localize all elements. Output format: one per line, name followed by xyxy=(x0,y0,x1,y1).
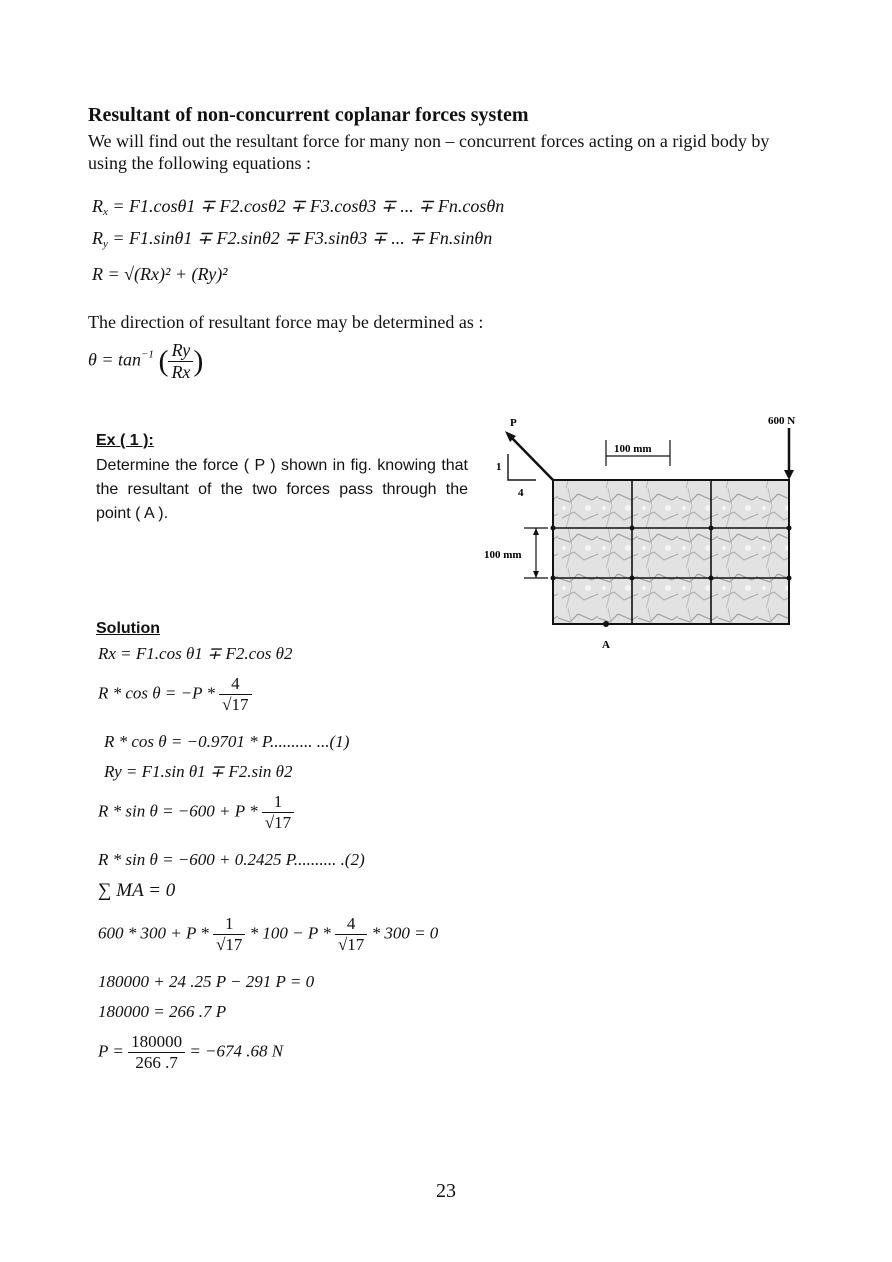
point-a-marker xyxy=(603,621,609,627)
section-title: Resultant of non-concurrent coplanar forces system xyxy=(88,104,529,126)
dimension-top: 100 mm xyxy=(614,443,652,455)
dimension-left: 100 mm xyxy=(484,549,522,561)
solution-line-3: R * cos θ = −0.9701 * P.......... ...(1) xyxy=(104,732,350,751)
intro-paragraph: We will find out the resultant force for many non – concurrent forces acting on a rigid body by using the following equations : xyxy=(88,131,770,173)
solution-line-11: P = $\frac{180000}{266 .7}$ = −674 .68 N xyxy=(98,1032,284,1072)
solution-line-1: Rx = F1.cos θ1 ∓ F2.cos θ2 xyxy=(98,644,293,663)
solution-line-7: ∑ MA = 0 xyxy=(98,880,176,901)
point-a-label: A xyxy=(602,639,610,651)
solution-line-9: 180000 + 24 .25 P − 291 P = 0 xyxy=(98,972,315,991)
solution-line-5: R * sin θ = −600 + P * $\frac{1}{√17}$ xyxy=(98,792,294,833)
solution-line-6: R * sin θ = −600 + 0.2425 P.......... .(2) xyxy=(98,850,365,869)
equation-rx: $R_x = F1.\cos\theta 1 \mp F2.\cos\theta 2 \mp F3.\cos\theta 3$ ∓ ... ∓ Fn.cosθn xyxy=(92,196,505,218)
slope-rise: 1 xyxy=(496,461,502,473)
solution-line-8: 600 * 300 + P * $\frac{1}{√17}$ * 100 − P * $\frac{4}{√17}$ * 300 = 0 xyxy=(98,914,439,954)
force-600-label: 600 N xyxy=(768,415,796,427)
solution-line-4: Ry = F1.sin θ1 ∓ F2.sin θ2 xyxy=(104,762,293,781)
equation-theta: $\theta = \tan^{-1}$ ( $\frac{Ry}{Rx}$ ) xyxy=(88,340,204,382)
solution-line-2: R * cos θ = −P * $\frac{4}{√17}$ xyxy=(98,674,252,715)
example-heading: Ex ( 1 ): xyxy=(96,432,154,449)
direction-text: The direction of resultant force may be determined as : xyxy=(88,312,484,332)
equation-r: R = √(Rx)² + (Ry)² xyxy=(92,264,228,284)
page-number: 23 xyxy=(436,1180,456,1202)
slope-run: 4 xyxy=(518,487,524,499)
equation-ry: $R_y = F1.\sin\theta 1 \mp F2.\sin\theta 2 \mp F3.\sin\theta 3$ ∓ ... ∓ Fn.sinθn xyxy=(92,228,493,250)
rigid-body xyxy=(553,480,789,624)
solution-heading: Solution xyxy=(96,620,160,637)
example-text: Determine the force ( P ) shown in fig. knowing that the resultant of the two forces pass through the point ( A ). xyxy=(96,457,468,522)
force-p-arrow xyxy=(510,436,553,480)
force-diagram xyxy=(478,408,808,658)
force-p-label: P xyxy=(510,417,517,429)
solution-line-10: 180000 = 266 .7 P xyxy=(98,1002,227,1021)
